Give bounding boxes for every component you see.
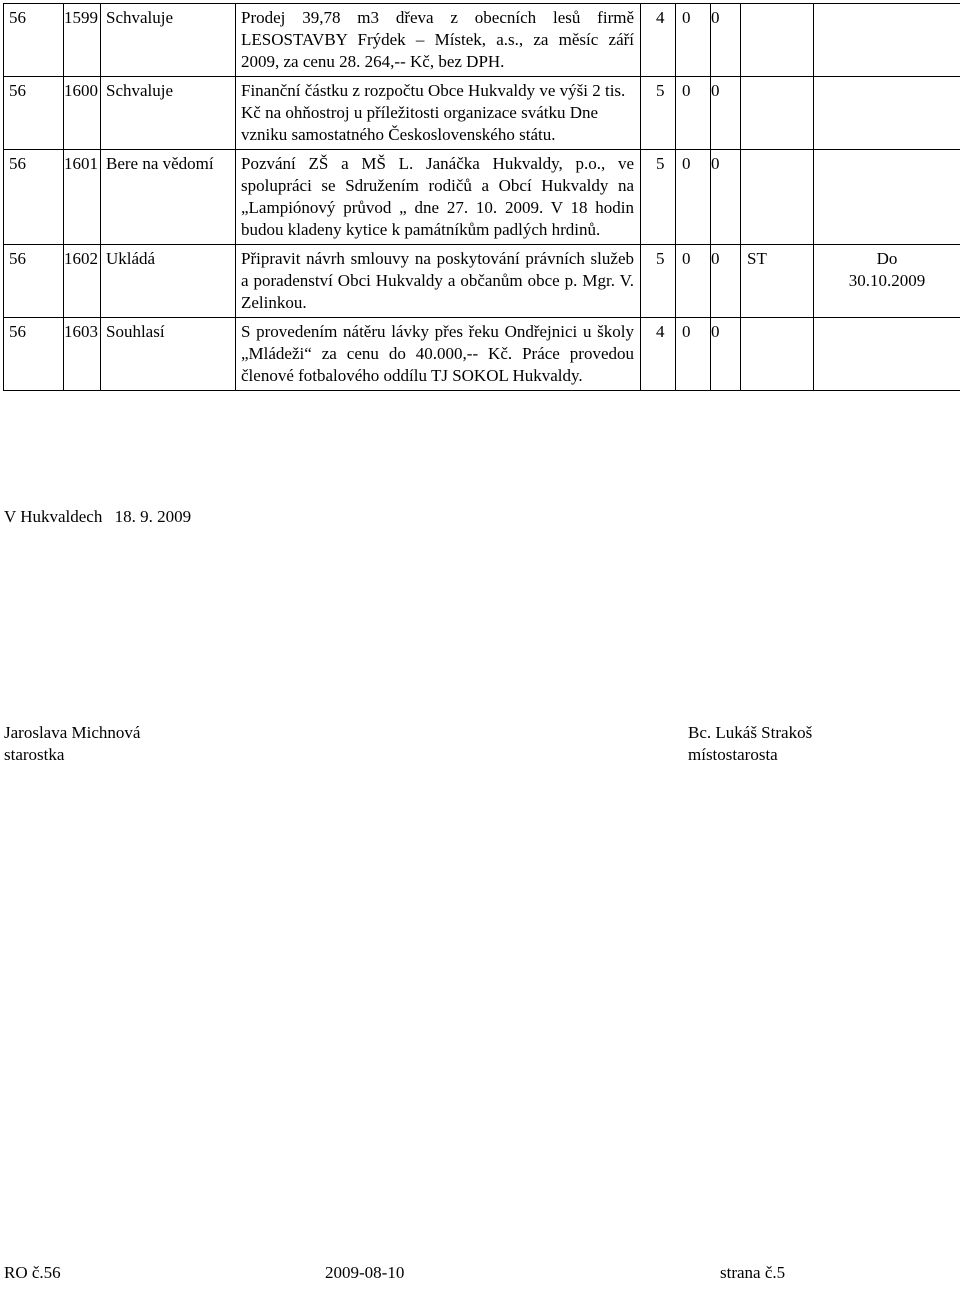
place-text: V Hukvaldech bbox=[4, 507, 103, 526]
date-text: 18. 9. 2009 bbox=[114, 507, 192, 526]
resolution-number-cell: 1599 bbox=[64, 4, 101, 77]
vote-abstain-cell: 0 bbox=[711, 4, 741, 77]
vote-against-cell: 0 bbox=[676, 245, 711, 318]
table-row bbox=[4, 318, 960, 391]
footer-page-number: strana č.5 bbox=[720, 1263, 786, 1282]
resolution-text-cell: Prodej 39,78 m3 dřeva z obecních lesů firmě LESOSTAVBY Frýdek – Místek, a.s., za měsíc září 2009, za cenu 28. 264,-- Kč, bez DPH. bbox=[236, 4, 641, 77]
action-cell: Ukládá bbox=[101, 245, 236, 318]
resolution-text-cell: Pozvání ZŠ a MŠ L. Janáčka Hukvaldy, p.o., ve spolupráci se Sdružením rodičů a Obcí Hukvaldy na „Lampiónový průvod „ dne 27. 10. 2009. V 18 hodin budou kladeny kytice k památníkům padlých hrdinů. bbox=[236, 150, 641, 245]
signature-block-deputy-mayor bbox=[688, 722, 812, 766]
meeting-number-cell: 56 bbox=[4, 4, 64, 77]
vote-for-cell: 4 bbox=[641, 4, 676, 77]
footer-date: 2009-08-10 bbox=[325, 1263, 405, 1282]
signatory-role: místostarosta bbox=[688, 745, 778, 764]
responsible-cell bbox=[741, 318, 814, 391]
resolution-number-cell: 1602 bbox=[64, 245, 101, 318]
due-date-cell bbox=[814, 318, 960, 391]
due-date-cell bbox=[814, 150, 960, 245]
meeting-number-cell: 56 bbox=[4, 318, 64, 391]
signatory-role: starostka bbox=[4, 745, 65, 764]
resolution-text-cell: S provedením nátěru lávky přes řeku Ondřejnici u školy „Mládeži“ za cenu do 40.000,-- Kč. Práce provedou členové fotbalového oddílu TJ SOKOL Hukvaldy. bbox=[236, 318, 641, 391]
due-date-cell bbox=[814, 4, 960, 77]
action-cell: Schvaluje bbox=[101, 77, 236, 150]
resolution-number-cell: 1600 bbox=[64, 77, 101, 150]
action-cell: Bere na vědomí bbox=[101, 150, 236, 245]
vote-for-cell: 4 bbox=[641, 318, 676, 391]
vote-for-cell: 5 bbox=[641, 245, 676, 318]
action-cell: Schvaluje bbox=[101, 4, 236, 77]
place-and-date bbox=[4, 506, 191, 528]
vote-against-cell: 0 bbox=[676, 150, 711, 245]
vote-against-cell: 0 bbox=[676, 318, 711, 391]
vote-abstain-cell: 0 bbox=[711, 150, 741, 245]
responsible-cell: ST bbox=[741, 245, 814, 318]
signatory-name: Bc. Lukáš Strakoš bbox=[688, 723, 813, 742]
vote-against-cell: 0 bbox=[676, 4, 711, 77]
table-row bbox=[4, 4, 960, 77]
table-row bbox=[4, 150, 960, 245]
responsible-cell bbox=[741, 77, 814, 150]
signatory-name: Jaroslava Michnová bbox=[4, 723, 141, 742]
resolutions-table bbox=[3, 3, 960, 391]
vote-abstain-cell: 0 bbox=[711, 318, 741, 391]
due-date-cell bbox=[814, 77, 960, 150]
vote-abstain-cell: 0 bbox=[711, 77, 741, 150]
meeting-number-cell: 56 bbox=[4, 77, 64, 150]
responsible-cell bbox=[741, 4, 814, 77]
action-cell: Souhlasí bbox=[101, 318, 236, 391]
vote-for-cell: 5 bbox=[641, 77, 676, 150]
meeting-number-cell: 56 bbox=[4, 245, 64, 318]
responsible-cell bbox=[741, 150, 814, 245]
resolutions-table-body bbox=[4, 4, 960, 391]
vote-for-cell: 5 bbox=[641, 150, 676, 245]
table-row bbox=[4, 245, 960, 318]
vote-abstain-cell: 0 bbox=[711, 245, 741, 318]
resolution-number-cell: 1603 bbox=[64, 318, 101, 391]
signature-block-mayor bbox=[4, 722, 140, 766]
meeting-number-cell: 56 bbox=[4, 150, 64, 245]
resolution-number-cell: 1601 bbox=[64, 150, 101, 245]
vote-against-cell: 0 bbox=[676, 77, 711, 150]
resolution-text-cell: Připravit návrh smlouvy na poskytování právních služeb a poradenství Obci Hukvaldy a občanům obce p. Mgr. V. Zelinkou. bbox=[236, 245, 641, 318]
due-date-cell bbox=[814, 245, 960, 318]
table-row bbox=[4, 77, 960, 150]
due-date-text: Do 30.10.2009 bbox=[848, 249, 926, 290]
resolution-text-cell: Finanční částku z rozpočtu Obce Hukvaldy ve výši 2 tis. Kč na ohňostroj u příležitosti organizace svátku Dne vzniku samostatného Československého státu. bbox=[236, 77, 641, 150]
footer-document-reference: RO č.56 bbox=[4, 1263, 61, 1282]
